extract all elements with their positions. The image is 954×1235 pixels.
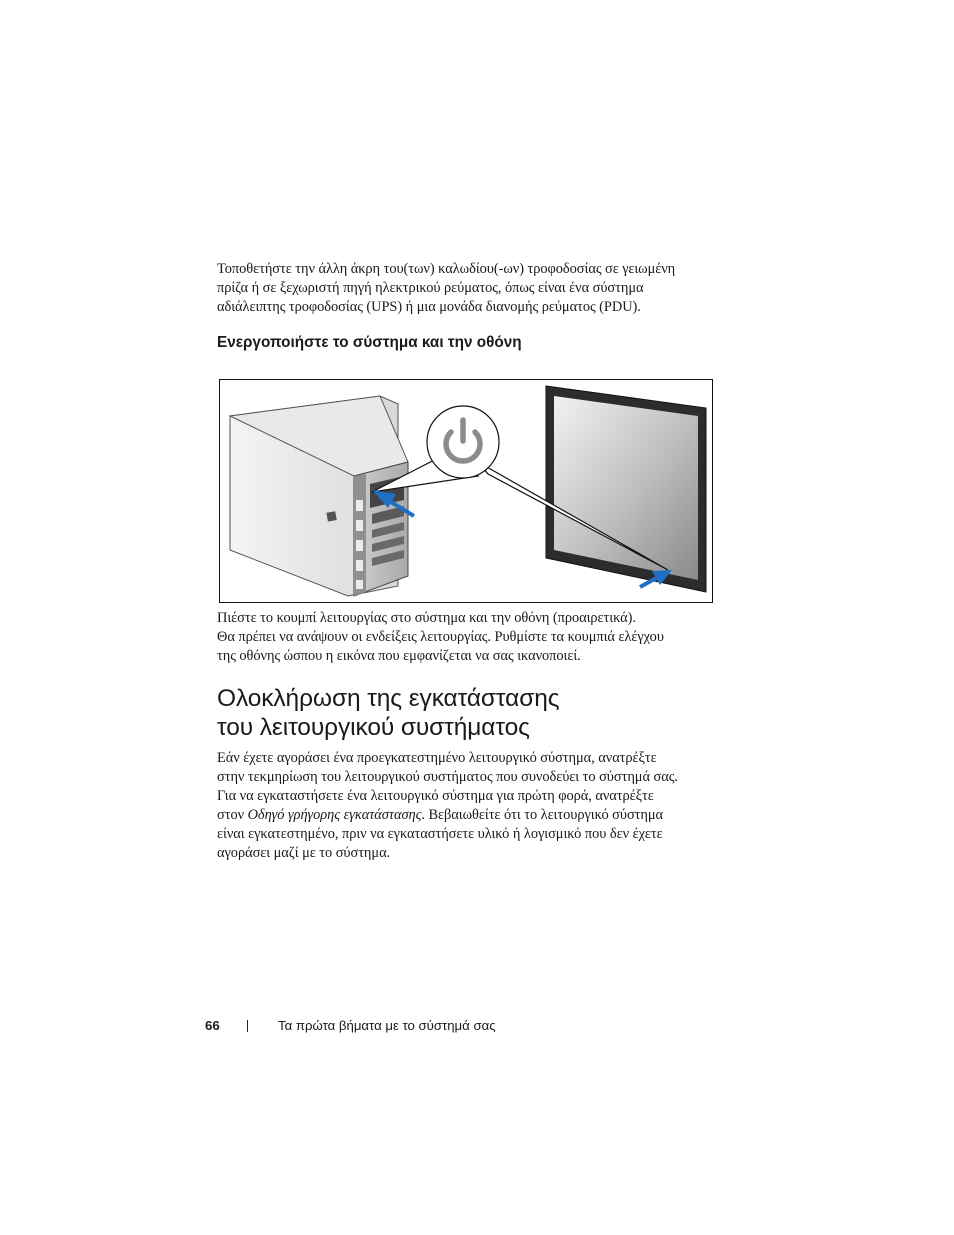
section-heading [217, 684, 717, 742]
guide-title: Οδηγό γρήγορης εγκατάστασης [247, 807, 422, 823]
footer-divider [247, 1020, 248, 1032]
caption-line: της οθόνης ώσπου η εικόνα που εμφανίζεται να σας ικανοποιεί. [217, 648, 581, 664]
intro-paragraph [217, 260, 717, 317]
body-line: είναι εγκατεστημένο, πριν να εγκαταστήσετε υλικό ή λογισμικό που δεν έχετε [217, 826, 663, 842]
section-heading-line: του λειτουργικού συστήματος [217, 714, 530, 741]
figure-caption [217, 609, 717, 666]
page-number: 66 [205, 1018, 220, 1033]
power-on-illustration [219, 379, 713, 603]
body-paragraph [217, 749, 717, 863]
body-line: στην τεκμηρίωση του λειτουργικού συστήματος που συνοδεύει το σύστημά σας. [217, 769, 678, 785]
subheading: Ενεργοποιήστε το σύστημα και την οθόνη [217, 334, 522, 351]
caption-line: Πιέστε το κουμπί λειτουργίας στο σύστημα και την οθόνη (προαιρετικά). [217, 610, 636, 626]
body-line [217, 806, 717, 825]
section-heading-line: Ολοκλήρωση της εγκατάστασης [217, 685, 560, 712]
body-text: . Βεβαιωθείτε ότι το λειτουργικό σύστημα [421, 807, 664, 823]
intro-line: Τοποθετήστε την άλλη άκρη του(των) καλωδίου(-ων) τροφοδοσίας σε γειωμένη [217, 261, 676, 277]
caption-line: Θα πρέπει να ανάψουν οι ενδείξεις λειτουργίας. Ρυθμίστε τα κουμπιά ελέγχου [217, 629, 664, 645]
body-line: αγοράσει μαζί με το σύστημα. [217, 845, 391, 861]
body-text: στον [217, 807, 248, 823]
footer-title: Τα πρώτα βήματα με το σύστημά σας [278, 1018, 496, 1033]
body-line: Για να εγκαταστήσετε ένα λειτουργικό σύστημα για πρώτη φορά, ανατρέξτε [217, 788, 654, 804]
body-line: Εάν έχετε αγοράσει ένα προεγκατεστημένο λειτουργικό σύστημα, ανατρέξτε [217, 750, 657, 766]
intro-line: πρίζα ή σε ξεχωριστή πηγή ηλεκτρικού ρεύματος, όπως είναι ένα σύστημα [217, 280, 644, 296]
power-icon [427, 406, 499, 478]
intro-line: αδιάλειπτης τροφοδοσίας (UPS) ή μια μονάδα διανομής ρεύματος (PDU). [217, 299, 641, 315]
monitor [546, 386, 706, 592]
